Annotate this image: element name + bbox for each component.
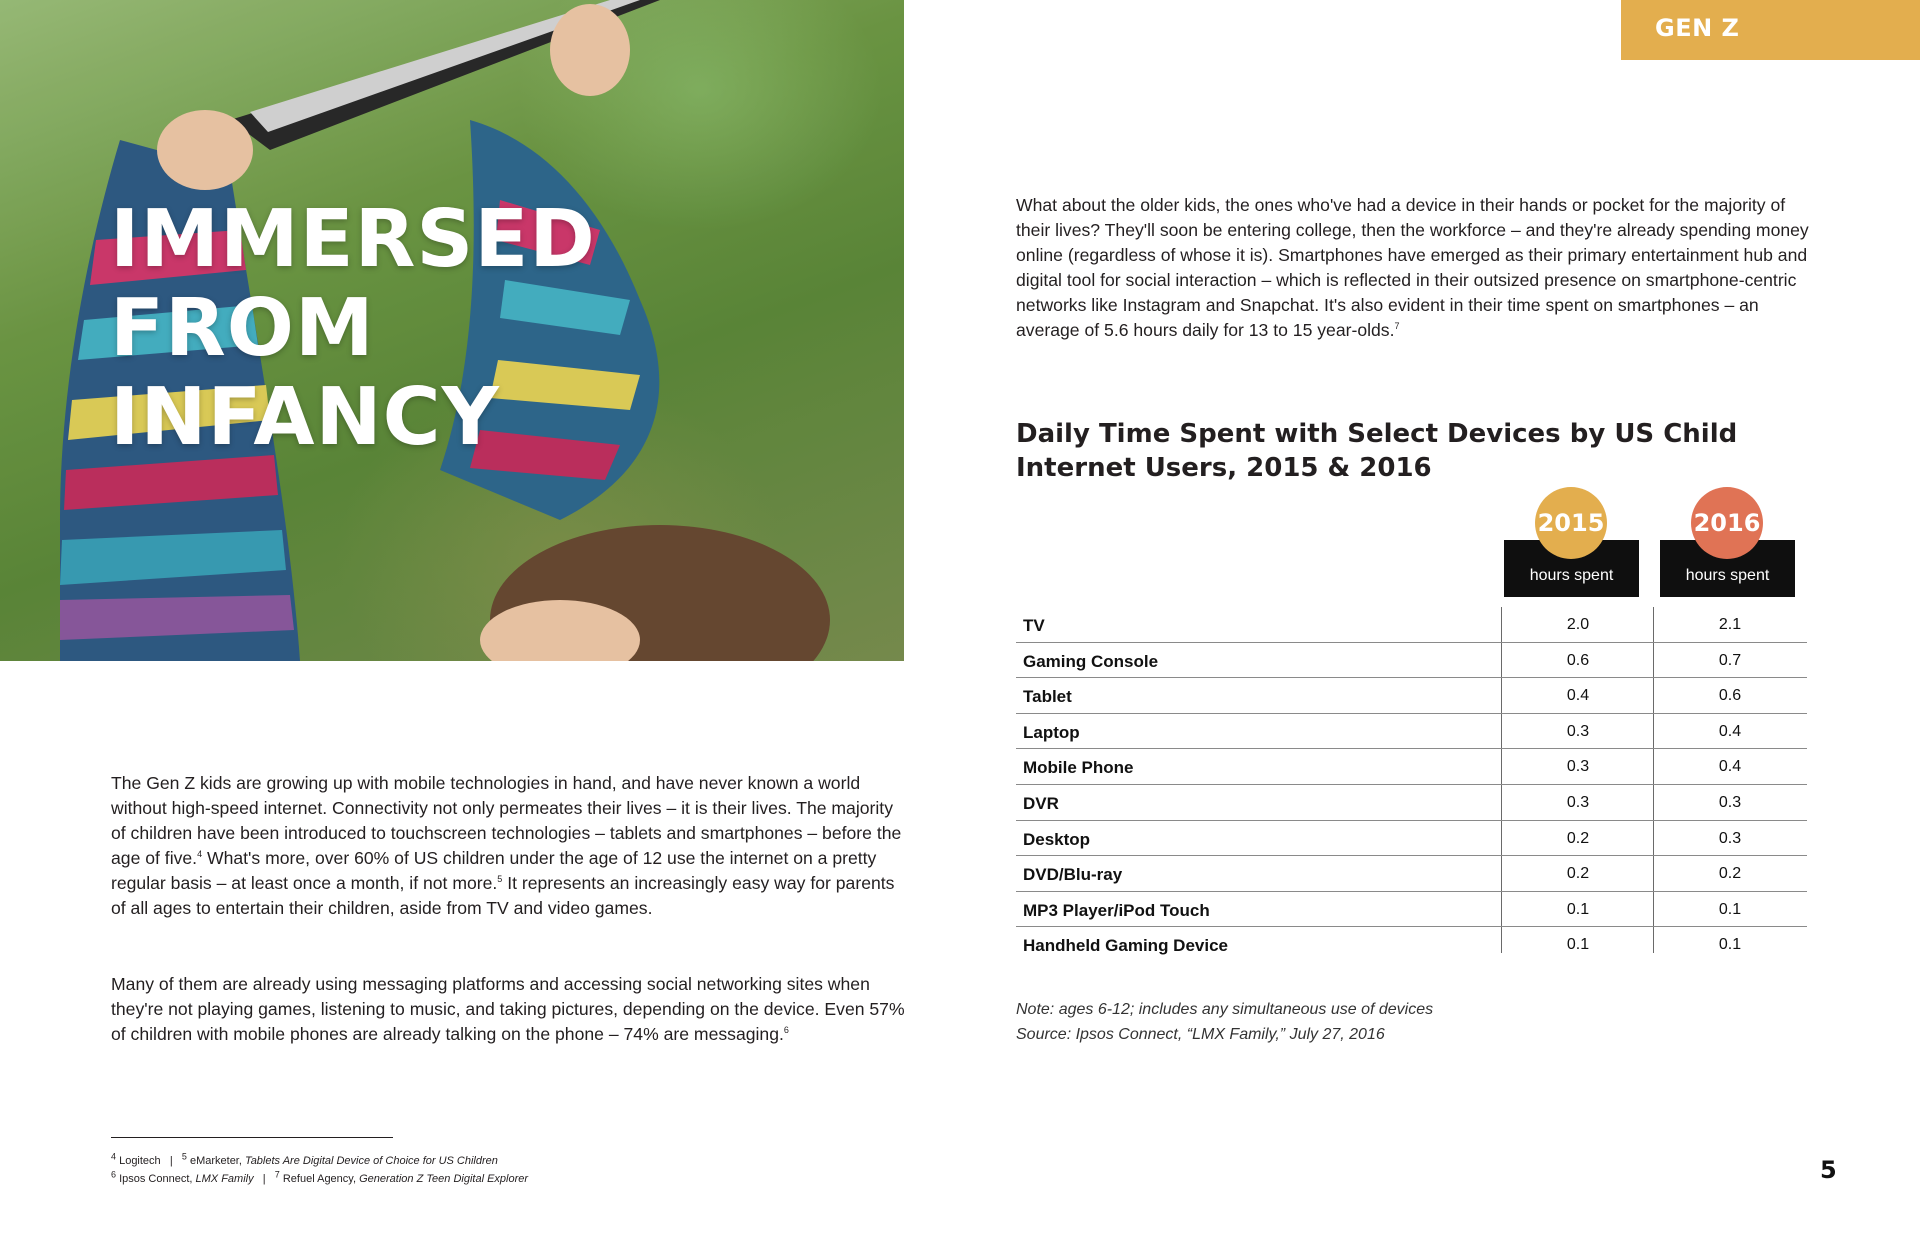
footnote-ref-7: 7 — [1394, 321, 1400, 332]
chart-note — [1016, 997, 1433, 1047]
footnote-4: Logitech — [119, 1155, 161, 1167]
footnotes — [111, 1152, 528, 1188]
table-row — [1016, 927, 1807, 962]
value-2015: 0.4 — [1566, 687, 1590, 705]
footnote-7-title: Generation Z Teen Digital Explorer — [359, 1173, 529, 1185]
table-row — [1016, 607, 1807, 643]
value-2016: 0.6 — [1718, 687, 1742, 705]
table-row — [1016, 714, 1807, 750]
value-2016: 0.3 — [1718, 793, 1742, 811]
hero-title-line-2: FROM — [110, 282, 375, 374]
footnote-separator: | — [169, 1155, 173, 1167]
footnote-separator: | — [262, 1173, 266, 1185]
body-paragraph-2 — [111, 972, 911, 1047]
footnote-number-6: 6 — [111, 1169, 117, 1180]
footnote-number-5: 5 — [181, 1151, 187, 1162]
footnote-7-source: Refuel Agency, — [282, 1173, 360, 1185]
footnote-number-7: 7 — [274, 1169, 280, 1180]
row-label: Mobile Phone — [1023, 758, 1134, 778]
value-2015: 0.3 — [1566, 793, 1590, 811]
row-label: Tablet — [1023, 687, 1072, 707]
chart-source-text: Source: Ipsos Connect, “LMX Family,” July 27, 2016 — [1016, 1026, 1385, 1043]
row-label: Desktop — [1023, 829, 1091, 849]
value-2016: 0.4 — [1718, 722, 1742, 740]
value-2015: 2.0 — [1566, 616, 1590, 633]
value-2016: 0.2 — [1718, 865, 1742, 883]
row-label: Laptop — [1023, 722, 1080, 742]
intro-paragraph-text: What about the older kids, the ones who've had a device in their hands or pocket for the majority of their lives? They'll soon be entering college, then the workforce – and they're already spending money online (regardless of whose it is). Smartphones have emerged as their primary entertainment hub and digital tool for social interaction – which is reflected in their outsized presence on smartphone-centric networks like Instagram and Snapchat. It's also evident in their time spent on smartphones – an average of 5.6 hours daily for 13 to 15 year-olds. — [1016, 195, 1809, 340]
footnote-5-source: eMarketer, — [189, 1155, 245, 1167]
footnote-ref-5: 5 — [497, 874, 503, 885]
year-badge-2015: 2015 — [1535, 487, 1607, 559]
footnote-5-title: Tablets Are Digital Device of Choice for US Children — [244, 1155, 498, 1167]
value-2016: 0.3 — [1718, 829, 1742, 847]
value-2015: 0.1 — [1566, 900, 1590, 918]
value-2015: 0.6 — [1566, 651, 1590, 669]
page-number: 5 — [1820, 1156, 1837, 1184]
value-2015: 0.2 — [1566, 829, 1590, 847]
footnote-ref-4: 4 — [197, 849, 203, 860]
column-subheader-2016: hours spent — [1685, 567, 1770, 584]
table-row — [1016, 892, 1807, 928]
row-label: Handheld Gaming Device — [1023, 936, 1228, 956]
value-2016: 0.1 — [1718, 900, 1742, 918]
year-badge-2016: 2016 — [1691, 487, 1763, 559]
footnote-divider — [111, 1137, 393, 1138]
value-2015: 0.2 — [1566, 865, 1590, 883]
footnote-number-4: 4 — [111, 1151, 117, 1162]
value-2015: 0.1 — [1566, 936, 1590, 954]
row-label: TV — [1023, 616, 1045, 635]
hero-title — [110, 195, 596, 462]
hero-title-line-1: IMMERSED — [110, 193, 596, 285]
value-2016: 0.4 — [1718, 758, 1742, 776]
row-label: DVR — [1023, 793, 1059, 813]
footnote-ref-6: 6 — [783, 1025, 789, 1036]
value-2016: 0.7 — [1718, 651, 1742, 669]
footnote-6-source: Ipsos Connect, — [119, 1173, 196, 1185]
table-row — [1016, 678, 1807, 714]
table-row — [1016, 856, 1807, 892]
table-row — [1016, 749, 1807, 785]
row-label: DVD/Blu-ray — [1023, 865, 1123, 885]
value-2015: 0.3 — [1566, 758, 1590, 776]
hero-title-line-3: INFANCY — [110, 371, 500, 463]
value-2016: 2.1 — [1718, 616, 1742, 633]
hero-photo — [0, 0, 904, 661]
body-paragraph-1-part-2: What's more, over 60% of US children under the age of 12 use the internet on a pretty regular basis – at least once a month, if not more. — [111, 848, 877, 893]
chart-note-text: Note: ages 6-12; includes any simultaneous use of devices — [1016, 1001, 1434, 1018]
row-label: Gaming Console — [1023, 651, 1159, 671]
chart-title: Daily Time Spent with Select Devices by US Child Internet Users, 2015 & 2016 — [1016, 419, 1738, 483]
value-2015: 0.3 — [1566, 722, 1590, 740]
column-subheader-2015: hours spent — [1529, 567, 1614, 584]
table-row — [1016, 785, 1807, 821]
intro-paragraph — [1016, 193, 1816, 343]
body-paragraph-1 — [111, 771, 911, 921]
table-row — [1016, 821, 1807, 857]
body-paragraph-2-text: Many of them are already using messaging platforms and accessing social networking sites when they're not playing games, listening to music, and taking pictures, depending on the device. Even 57% of children with mobile phones are already talking on the phone – 74% are messaging. — [111, 974, 905, 1044]
body-paragraph-1-part-3: It represents an increasingly easy way for parents of all ages to entertain their children, aside from TV and video games. — [111, 873, 895, 918]
device-time-table — [1016, 607, 1807, 962]
section-tab-label: GEN Z — [1655, 14, 1740, 42]
footnote-6-title: LMX Family — [195, 1173, 254, 1185]
table-row — [1016, 643, 1807, 679]
body-paragraph-1-part-1: The Gen Z kids are growing up with mobile technologies in hand, and have never known a world without high-speed internet. Connectivity not only permeates their lives – it is their lives. The majority of children have been introduced to touchscreen technologies – tablets and smartphones – before the age of five. — [111, 773, 902, 868]
value-2016: 0.1 — [1718, 936, 1742, 954]
row-label: MP3 Player/iPod Touch — [1023, 900, 1210, 920]
